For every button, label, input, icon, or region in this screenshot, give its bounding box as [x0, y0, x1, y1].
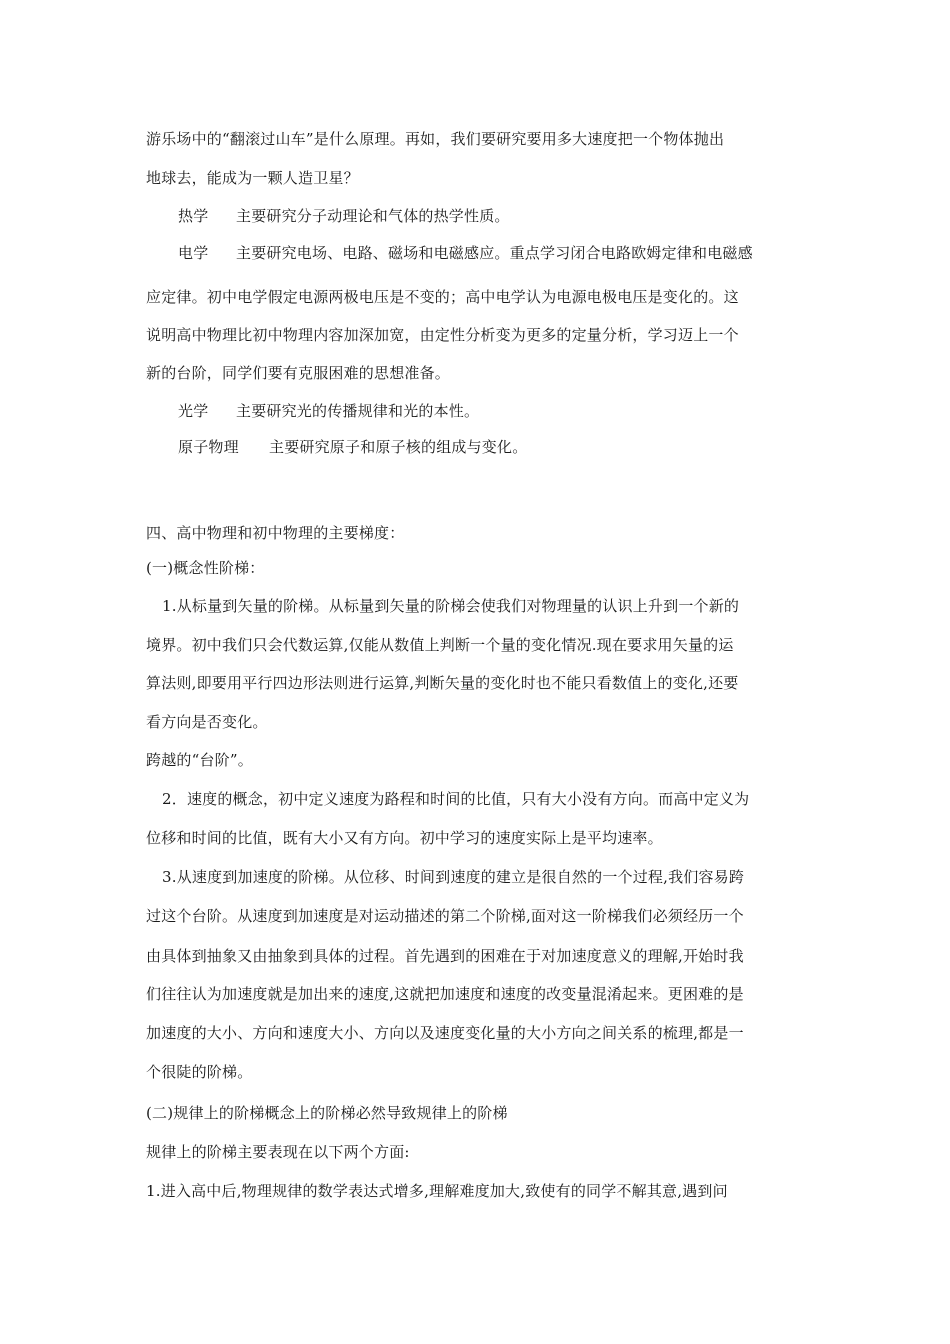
topic-electricity: [178, 242, 838, 263]
paragraph-line: 由具体到抽象又由抽象到具体的过程。首先遇到的困难在于对加速度意义的理解,开始时我: [146, 947, 744, 965]
paragraph-line: 过这个台阶。从速度到加速度是对运动描述的第二个阶梯,面对这一阶梯我们必须经历一个: [146, 907, 744, 925]
paragraph-line: 新的台阶，同学们要有克服困难的思想准备。: [146, 364, 451, 382]
topic-desc: 主要研究原子和原子核的组成与变化。: [269, 438, 528, 456]
paragraph-line: 境界。初中我们只会代数运算,仅能从数值上判断一个量的变化情况.现在要求用矢量的运: [146, 636, 734, 654]
paragraph-line: 算法则,即要用平行四边形法则进行运算,判断矢量的变化时也不能只看数值上的变化,还要: [146, 674, 739, 692]
paragraph-line: 应定律。初中电学假定电源两极电压是不变的；高中电学认为电源电极电压是变化的。这: [146, 288, 739, 306]
topic-desc: 主要研究电场、电路、磁场和电磁感应。重点学习闭合电路欧姆定律和电磁感: [236, 244, 753, 262]
topic-term: 原子物理: [178, 438, 239, 456]
paragraph-line: 2．速度的概念，初中定义速度为路程和时间的比值，只有大小没有方向。而高中定义为: [162, 790, 750, 808]
topic-thermal: [178, 205, 838, 226]
paragraph-line: 1.进入高中后,物理规律的数学表达式增多,理解难度加大,致使有的同学不解其意,遇到问: [146, 1182, 728, 1200]
topic-desc: 主要研究分子动理论和气体的热学性质。: [236, 207, 510, 225]
section-heading: 四、高中物理和初中物理的主要梯度：: [146, 524, 405, 542]
paragraph-line: 看方向是否变化。: [146, 713, 268, 731]
paragraph-line: 游乐场中的“翻滚过山车”是什么原理。再如，我们要研究要用多大速度把一个物体抛出: [146, 130, 725, 148]
topic-desc: 主要研究光的传播规律和光的本性。: [236, 402, 480, 420]
paragraph-line: 说明高中物理比初中物理内容加深加宽，由定性分析变为更多的定量分析，学习迈上一个: [146, 326, 739, 344]
paragraph-line: 规律上的阶梯主要表现在以下两个方面:: [146, 1143, 410, 1161]
paragraph-line: 跨越的“台阶”。: [146, 751, 253, 769]
topic-term: 热学: [178, 207, 209, 225]
paragraph-line: 们往往认为加速度就是加出来的速度,这就把加速度和速度的改变量混淆起来。更困难的是: [146, 985, 744, 1003]
paragraph-line: 个很陡的阶梯。: [146, 1063, 253, 1081]
paragraph-line: 加速度的大小、方向和速度大小、方向以及速度变化量的大小方向之间关系的梳理,都是一: [146, 1024, 744, 1042]
topic-term: 光学: [178, 402, 209, 420]
paragraph-line: 地球去，能成为一颗人造卫星？: [146, 169, 359, 187]
topic-term: 电学: [178, 244, 209, 262]
subsection-heading: (一)概念性阶梯：: [146, 559, 265, 577]
topic-optics: [178, 400, 838, 421]
subsection-heading: (二)规律上的阶梯概念上的阶梯必然导致规律上的阶梯: [146, 1104, 508, 1122]
topic-atomic: [178, 436, 838, 457]
paragraph-line: 1.从标量到矢量的阶梯。从标量到矢量的阶梯会使我们对物理量的认识上升到一个新的: [162, 597, 740, 615]
paragraph-line: 3.从速度到加速度的阶梯。从位移、时间到速度的建立是很自然的一个过程,我们容易跨: [162, 868, 745, 886]
paragraph-line: 位移和时间的比值，既有大小又有方向。初中学习的速度实际上是平均速率。: [146, 829, 663, 847]
